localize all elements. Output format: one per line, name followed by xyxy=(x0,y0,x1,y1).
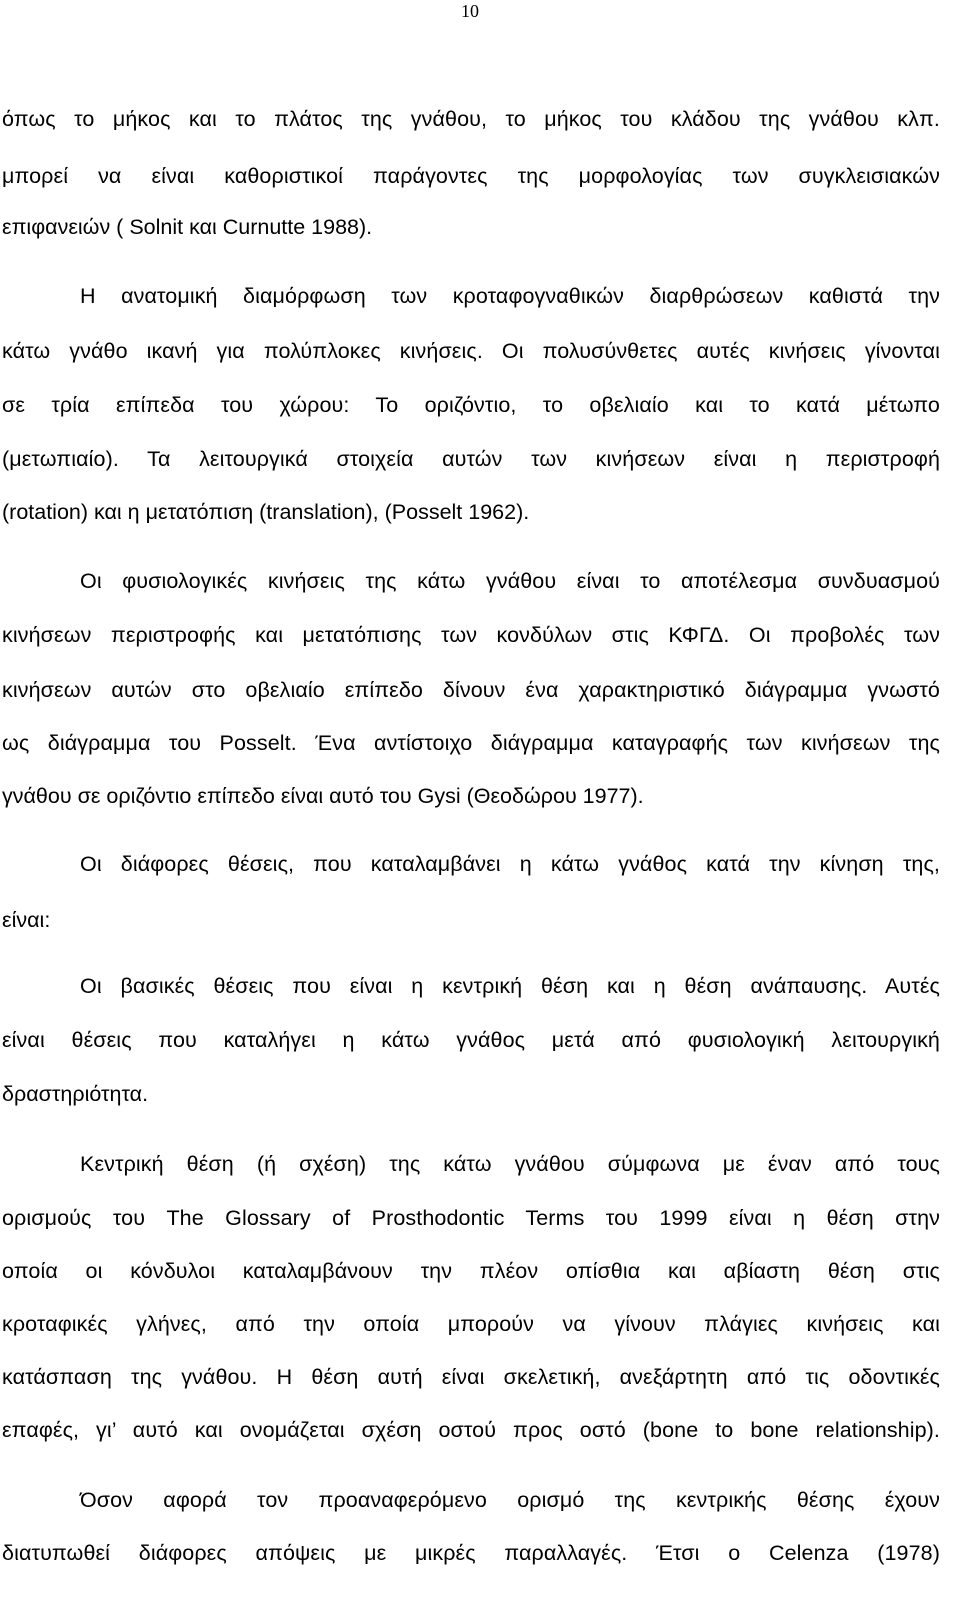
text-line: (rotation) και η μετατόπιση (translation), (Posselt 1962). xyxy=(2,500,530,524)
page-number: 10 xyxy=(461,1,479,21)
text-line: διατυπωθεί διάφορες απόψεις με μικρές παραλλαγές. Έτσι ο Celenza (1978) xyxy=(2,1541,940,1565)
text-line: Όσον αφορά τον προαναφερόμενο ορισμό της κεντρικής θέσης έχουν xyxy=(80,1488,940,1512)
text-line: Οι διάφορες θέσεις, που καταλαμβάνει η κάτω γνάθος κατά την κίνηση της, xyxy=(80,852,940,876)
text-line: Οι φυσιολογικές κινήσεις της κάτω γνάθου είναι το αποτέλεσμα συνδυασμού xyxy=(80,569,940,593)
text-line: ορισμούς του The Glossary of Prosthodontic Terms του 1999 είναι η θέση στην xyxy=(2,1206,940,1230)
text-line: είναι θέσεις που καταλήγει η κάτω γνάθος μετά από φυσιολογική λειτουργική xyxy=(2,1028,940,1052)
text-line: επιφανειών ( Solnit και Curnutte 1988). xyxy=(2,215,373,239)
text-line: μπορεί να είναι καθοριστικοί παράγοντες της μορφολογίας των συγκλεισιακών xyxy=(2,164,940,188)
text-line: κάτω γνάθο ικανή για πολύπλοκες κινήσεις. Οι πολυσύνθετες αυτές κινήσεις γίνονται xyxy=(2,339,940,363)
text-line: σε τρία επίπεδα του χώρου: Το οριζόντιο, το οβελιαίο και το κατά μέτωπο xyxy=(2,393,940,417)
text-line: επαφές, γι’ αυτό και ονομάζεται σχέση οστού προς οστό (bone to bone relationship). xyxy=(2,1418,940,1442)
text-line: κινήσεων αυτών στο οβελιαίο επίπεδο δίνουν ένα χαρακτηριστικό διάγραμμα γνωστό xyxy=(2,678,940,702)
text-line: γνάθου σε οριζόντιο επίπεδο είναι αυτό του Gysi (Θεοδώρου 1977). xyxy=(2,784,644,808)
text-line: κατάσπαση της γνάθου. Η θέση αυτή είναι σκελετική, ανεξάρτητη από τις οδοντικές xyxy=(2,1365,940,1389)
text-line: Οι βασικές θέσεις που είναι η κεντρική θέση και η θέση ανάπαυσης. Αυτές xyxy=(80,974,940,998)
text-line: είναι: xyxy=(2,908,51,932)
text-line: δραστηριότητα. xyxy=(2,1082,149,1106)
text-line: Κεντρική θέση (ή σχέση) της κάτω γνάθου σύμφωνα με έναν από τους xyxy=(80,1152,940,1176)
text-line: (μετωπιαίο). Τα λειτουργικά στοιχεία αυτών των κινήσεων είναι η περιστροφή xyxy=(2,447,940,471)
text-line: οποία οι κόνδυλοι καταλαμβάνουν την πλέον οπίσθια και αβίαστη θέση στις xyxy=(2,1259,940,1283)
text-line: ως διάγραμμα του Posselt. Ένα αντίστοιχο διάγραμμα καταγραφής των κινήσεων της xyxy=(2,731,940,755)
text-line: Η ανατομική διαμόρφωση των κροταφογναθικών διαρθρώσεων καθιστά την xyxy=(80,284,940,308)
text-line: όπως το μήκος και το πλάτος της γνάθου, το μήκος του κλάδου της γνάθου κλπ. xyxy=(2,107,940,131)
text-line: κροταφικές γλήνες, από την οποία μπορούν να γίνουν πλάγιες κινήσεις και xyxy=(2,1312,940,1336)
text-line: κινήσεων περιστροφής και μετατόπισης των κονδύλων στις ΚΦΓΔ. Οι προβολές των xyxy=(2,623,940,647)
